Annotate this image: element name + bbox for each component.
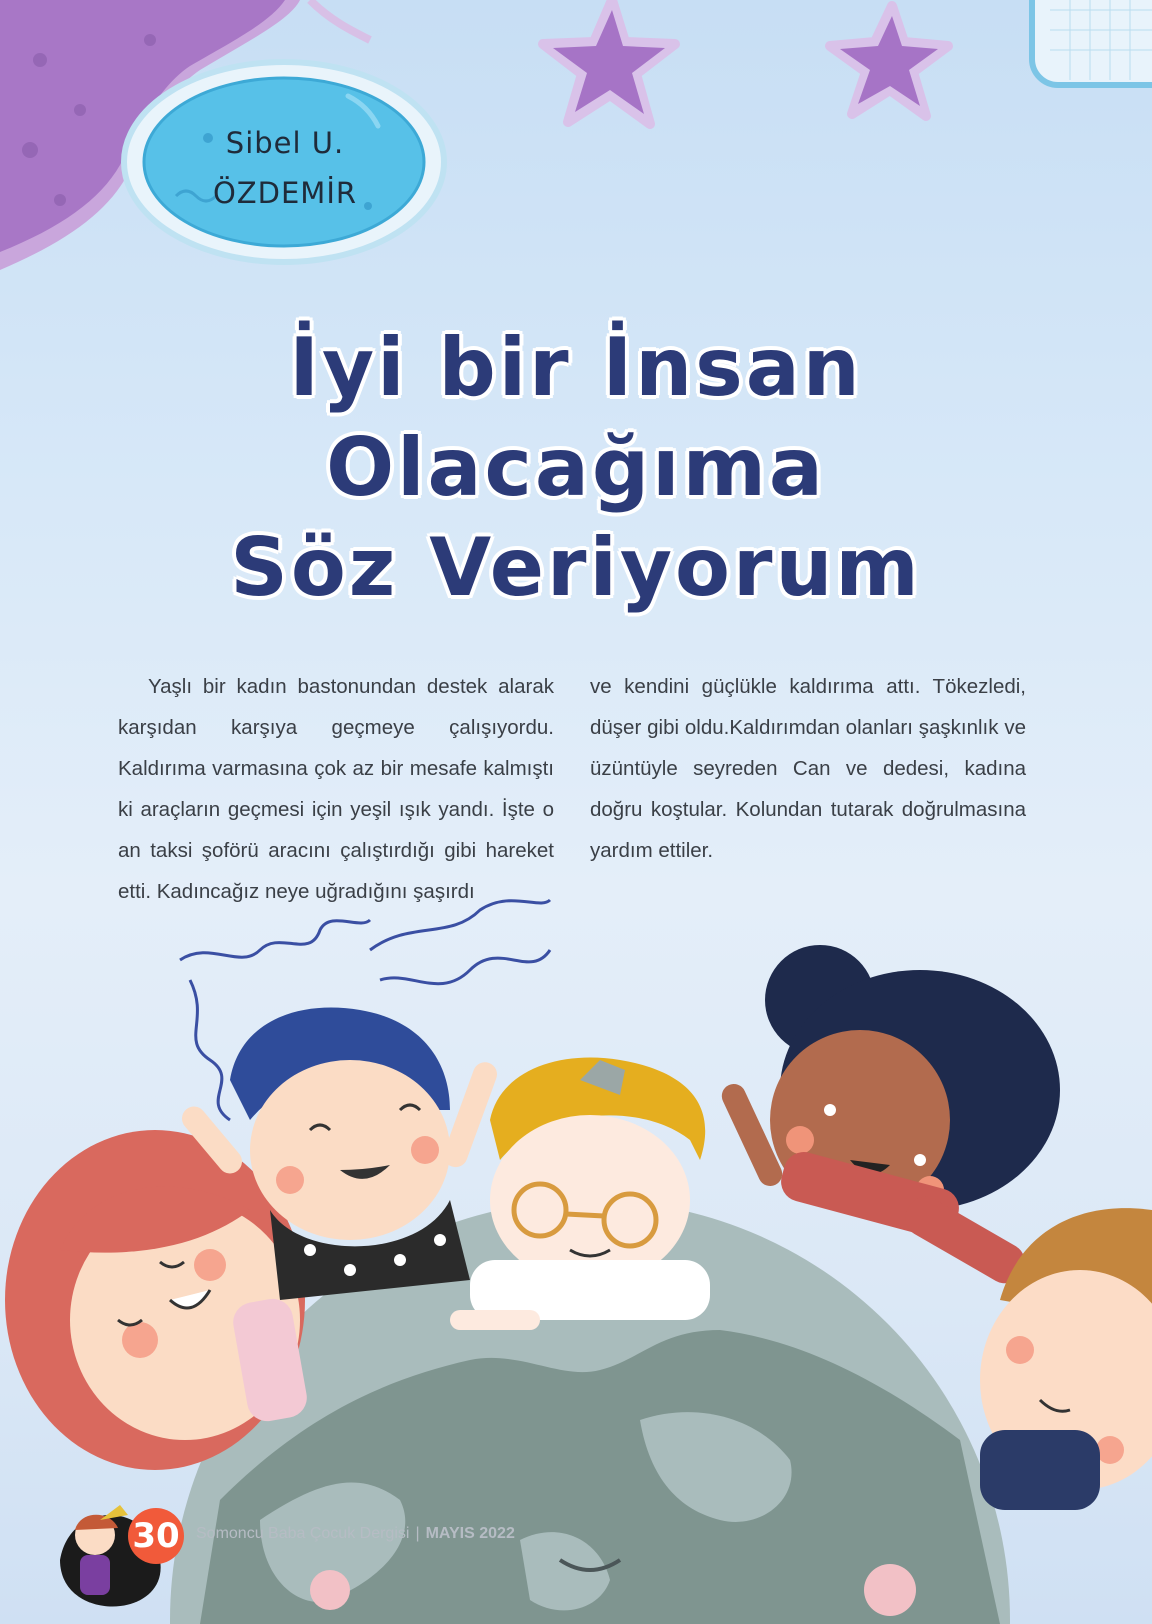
grid-panel-decoration	[1032, 0, 1152, 85]
page-footer	[0, 1490, 600, 1624]
body-column-left	[118, 666, 554, 912]
child-curly-hair	[718, 945, 1060, 1290]
author-first-line: Sibel U.	[225, 126, 345, 160]
page-number: 30	[132, 1516, 180, 1556]
star-decoration	[830, 6, 948, 116]
star-decoration	[543, 0, 675, 124]
issue-date: MAYIS 2022	[425, 1525, 515, 1542]
author-name	[140, 118, 430, 218]
author-second-line: ÖZDEMİR	[212, 176, 358, 210]
article-title	[0, 318, 1152, 618]
title-line-1: İyi bir İnsan	[289, 321, 863, 414]
paragraph-left: Yaşlı bir kadın bastonundan destek alarak karşıdan karşıya geçmeye çalışıyordu. Kaldırıma varmasına çok az bir mesafe kalmıştı ki araçların geçmesi için yeşil ışık yandı. İşte o an taksi şoförü aracını çalıştırdığı gibi hareket etti. Kadıncağız neye uğradığını şaşırdı	[118, 675, 554, 903]
footer-separator: |	[415, 1525, 420, 1542]
footer-credit	[196, 1525, 515, 1543]
magazine-name: Somoncu Baba Çocuk Dergisi	[196, 1525, 410, 1542]
title-line-2: Olacağıma	[326, 421, 826, 514]
title-line-3: Söz Veriyorum	[230, 521, 922, 614]
paragraph-right: ve kendini güçlükle kaldırıma attı. Tökezledi, düşer gibi oldu.Kaldırımdan olanları şaşkınlık ve üzüntüyle seyreden Can ve dedesi, kadına doğru koştular. Kolundan tutarak doğrulmasına yardım ettiler.	[590, 675, 1026, 862]
body-column-right	[590, 666, 1026, 871]
